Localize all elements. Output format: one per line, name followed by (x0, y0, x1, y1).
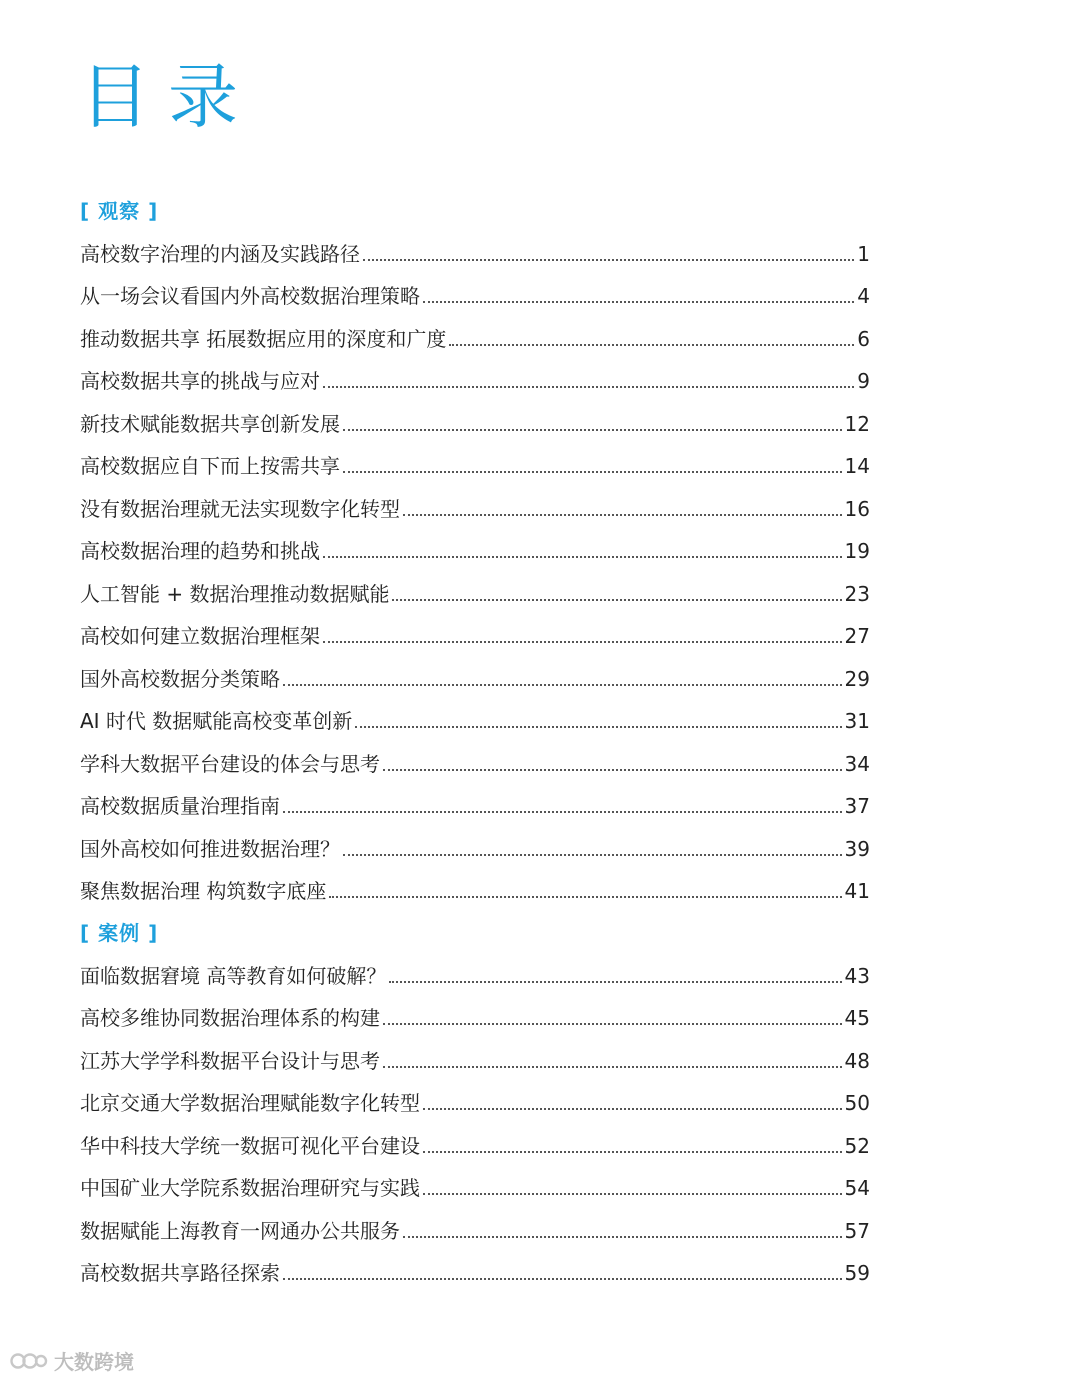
toc-entry-title: 高校数据共享路径探索 (80, 1261, 280, 1285)
toc-entry[interactable] (80, 1032, 870, 1075)
toc-page-number: 54 (844, 1176, 870, 1200)
toc-page-number: 39 (844, 836, 870, 861)
toc-entry[interactable] (80, 778, 870, 821)
dot-leader (423, 300, 854, 303)
toc-entry-title: 新技术赋能数据共享创新发展 (80, 411, 340, 436)
toc-entry-title: 华中科技大学统一数据可视化平台建设 (80, 1133, 420, 1158)
dot-leader (343, 853, 842, 856)
section-heading-observation: [ 观察 ] (80, 199, 159, 223)
section-heading-cases: [ 案例 ] (80, 921, 159, 945)
dot-leader (423, 1107, 842, 1110)
dot-leader (389, 980, 841, 983)
dot-leader (283, 810, 842, 813)
toc-entry-title: 中国矿业大学院系数据治理研究与实践 (80, 1176, 420, 1200)
toc-entry[interactable] (80, 735, 870, 778)
toc-page-number: 23 (844, 581, 870, 606)
toc-page-number: 48 (844, 1048, 870, 1073)
toc-list-observation (80, 225, 870, 905)
toc-entry[interactable] (80, 947, 870, 990)
dot-leader (383, 768, 842, 771)
toc-entry-title: 高校数据共享的挑战与应对 (80, 369, 320, 393)
toc-entry[interactable] (80, 438, 870, 481)
toc-entry[interactable] (80, 990, 870, 1033)
dot-leader (355, 725, 841, 728)
toc-page-number: 6 (857, 326, 870, 351)
toc-entry[interactable] (80, 310, 870, 353)
toc-entry[interactable] (80, 693, 870, 736)
toc-entry[interactable] (80, 523, 870, 566)
toc-entry[interactable] (80, 225, 870, 268)
toc-entry-title: 人工智能 + 数据治理推动数据赋能 (80, 581, 390, 606)
toc-entry[interactable] (80, 608, 870, 651)
toc-entry-title: 高校数据质量治理指南 (80, 794, 280, 818)
toc-page-number: 27 (844, 624, 870, 648)
toc-entry[interactable] (80, 395, 870, 438)
toc-entry-title: 从一场会议看国内外高校数据治理策略 (80, 284, 420, 308)
toc-entry-title: 高校如何建立数据治理框架 (80, 624, 320, 648)
dot-leader (383, 1065, 842, 1068)
toc-entry[interactable] (80, 1117, 870, 1160)
dot-leader (323, 385, 854, 388)
dot-leader (403, 513, 842, 516)
toc-entry-title: 聚焦数据治理 构筑数字底座 (80, 879, 327, 903)
dot-leader (323, 555, 842, 558)
toc-entry-title: 没有数据治理就无法实现数字化转型 (80, 496, 400, 521)
toc-entry[interactable] (80, 1202, 870, 1245)
watermark-text: 大数跨境 (54, 1350, 134, 1374)
toc-page-number: 50 (844, 1091, 870, 1115)
toc-page-number: 9 (857, 369, 870, 393)
toc-page-number: 37 (844, 794, 870, 818)
brand-logo-icon (10, 1350, 48, 1372)
toc-entry-title: 面临数据窘境 高等教育如何破解？ (80, 963, 387, 988)
toc-entry[interactable] (80, 1245, 870, 1288)
toc-page-number: 4 (857, 284, 870, 308)
toc-list-cases (80, 947, 870, 1287)
toc-page-number: 16 (844, 496, 870, 521)
toc-entry-title: 高校多维协同数据治理体系的构建 (80, 1006, 380, 1030)
toc-page-number: 1 (857, 241, 870, 266)
toc-page-number: 45 (844, 1006, 870, 1030)
toc-entry-title: 江苏大学学科数据平台设计与思考 (80, 1048, 380, 1073)
toc-page-number: 57 (844, 1218, 870, 1243)
toc-entry[interactable] (80, 820, 870, 863)
dot-leader (403, 1235, 842, 1238)
toc-entry-title: AI 时代 数据赋能高校变革创新 (80, 709, 353, 733)
dot-leader (423, 1192, 842, 1195)
toc-entry-title: 国外高校数据分类策略 (80, 666, 280, 691)
toc-entry-title: 推动数据共享 拓展数据应用的深度和广度 (80, 326, 447, 351)
toc-entry[interactable] (80, 268, 870, 311)
toc-page-number: 12 (844, 411, 870, 436)
toc-entry-title: 数据赋能上海教育一网通办公共服务 (80, 1218, 400, 1243)
toc-entry[interactable] (80, 565, 870, 608)
toc-page-number: 29 (844, 666, 870, 691)
dot-leader (329, 895, 841, 898)
toc-entry-title: 北京交通大学数据治理赋能数字化转型 (80, 1091, 420, 1115)
toc-entry[interactable] (80, 353, 870, 396)
dot-leader (449, 343, 854, 346)
page-title: 目录 (80, 56, 256, 138)
toc-page-number: 19 (844, 539, 870, 563)
toc-page-number: 34 (844, 751, 870, 776)
dot-leader (363, 258, 854, 261)
toc-entry[interactable] (80, 863, 870, 906)
watermark (10, 1346, 134, 1375)
toc-page-number: 52 (844, 1133, 870, 1158)
toc-entry[interactable] (80, 480, 870, 523)
toc-entry-title: 国外高校如何推进数据治理？ (80, 836, 340, 861)
toc-entry-title: 高校数据应自下而上按需共享 (80, 454, 340, 478)
dot-leader (323, 640, 842, 643)
toc-page-number: 41 (844, 879, 870, 903)
dot-leader (383, 1022, 842, 1025)
toc-entry[interactable] (80, 1075, 870, 1118)
dot-leader (423, 1150, 842, 1153)
toc-page-number: 59 (844, 1261, 870, 1285)
toc-entry[interactable] (80, 1160, 870, 1203)
dot-leader (283, 1277, 842, 1280)
toc-page-number: 14 (844, 454, 870, 478)
toc-page-number: 31 (844, 709, 870, 733)
toc-entry-title: 学科大数据平台建设的体会与思考 (80, 751, 380, 776)
dot-leader (283, 683, 842, 686)
dot-leader (392, 598, 841, 601)
toc-page-number: 43 (844, 963, 870, 988)
toc-entry-title: 高校数字治理的内涵及实践路径 (80, 241, 360, 266)
toc-entry-title: 高校数据治理的趋势和挑战 (80, 539, 320, 563)
dot-leader (343, 470, 842, 473)
dot-leader (343, 428, 842, 431)
toc-entry[interactable] (80, 650, 870, 693)
